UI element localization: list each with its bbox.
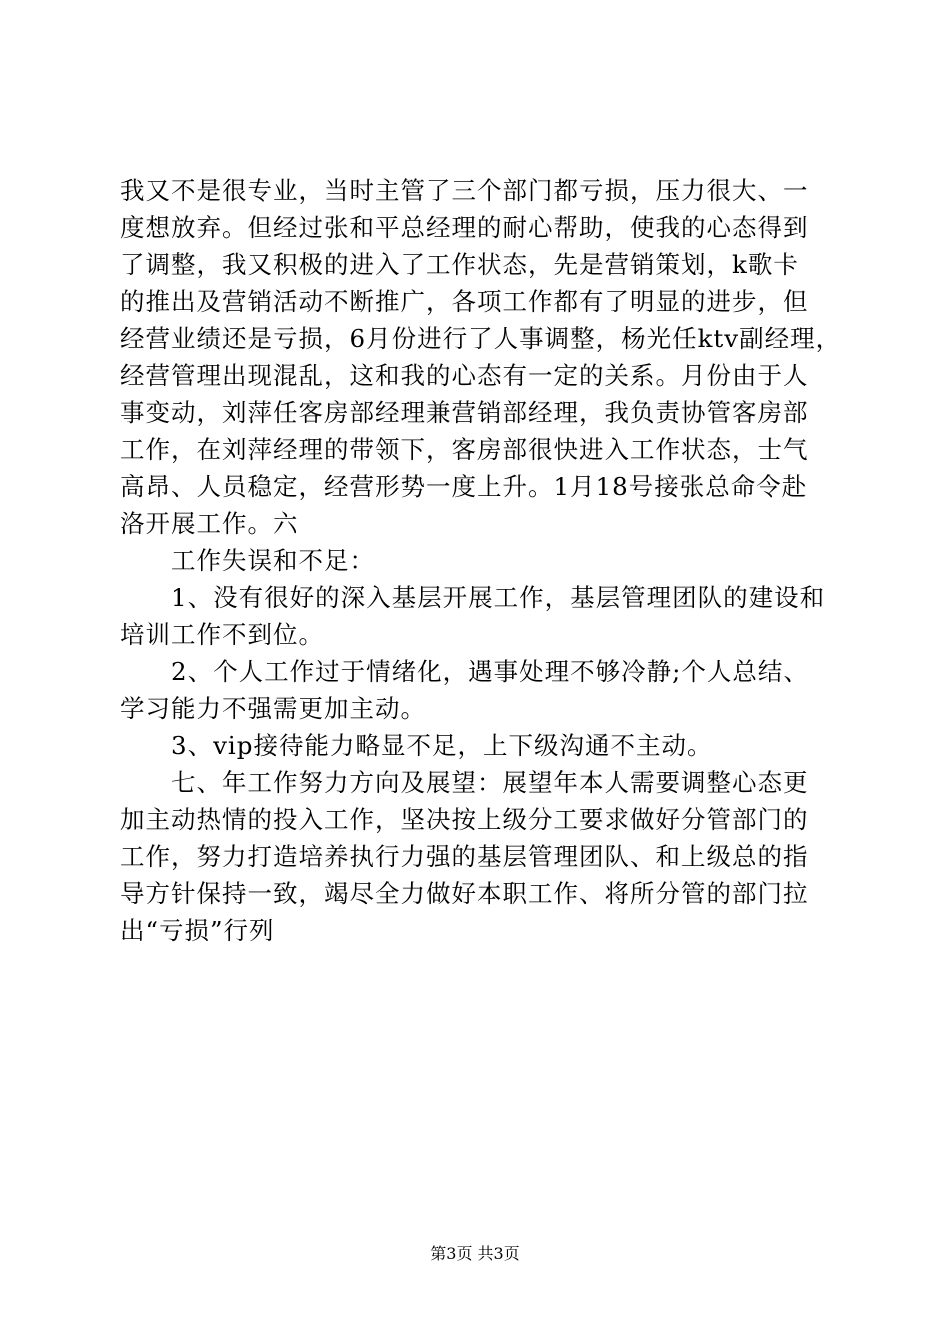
text-line: 培训工作不到位。 [120, 620, 324, 649]
text-line: 加主动热情的投入工作，坚决按上级分工要求做好分管部门的 [120, 805, 809, 834]
text-line: 度想放弃。但经过张和平总经理的耐心帮助，使我的心态得到 [120, 213, 809, 242]
list-item: 1、没有很好的深入基层开展工作，基层管理团队的建设和 [120, 583, 826, 612]
text-line: 导方针保持一致，竭尽全力做好本职工作、将所分管的部门拉 [120, 879, 809, 908]
text-line: 工作，在刘萍经理的带领下，客房部很快进入工作状态，士气 [120, 435, 809, 464]
text-line: 了调整，我又积极的进入了工作状态，先是营销策划，k歌卡 [120, 250, 799, 279]
text-line: 高昂、人员稳定，经营形势一度上升。1月18号接张总命令赴 [120, 472, 808, 501]
text-line: 洛开展工作。六 [120, 509, 299, 538]
text-line: 工作，努力打造培养执行力强的基层管理团队、和上级总的指 [120, 842, 809, 871]
document-body [120, 172, 840, 949]
list-item: 2、个人工作过于情绪化，遇事处理不够冷静;个人总结、 [120, 657, 809, 686]
section-heading: 七、年工作努力方向及展望：展望年本人需要调整心态更 [120, 768, 809, 797]
text-line: 学习能力不强需更加主动。 [120, 694, 426, 723]
text-line: 出“亏损”行列 [120, 916, 275, 945]
text-line: 事变动，刘萍任客房部经理兼营销部经理，我负责协管客房部 [120, 398, 809, 427]
text-line: 我又不是很专业，当时主管了三个部门都亏损，压力很大、一 [120, 176, 809, 205]
text-line: 经营业绩还是亏损，6月份进行了人事调整，杨光任ktv副经理， [120, 324, 842, 353]
text-line: 的推出及营销活动不断推广，各项工作都有了明显的进步，但 [120, 287, 809, 316]
page-number-footer: 第3页 共3页 [430, 1244, 520, 1263]
text-line: 经营管理出现混乱，这和我的心态有一定的关系。月份由于人 [120, 361, 809, 390]
section-heading: 工作失误和不足： [120, 546, 375, 575]
list-item: 3、vip接待能力略显不足，上下级沟通不主动。 [120, 731, 713, 760]
